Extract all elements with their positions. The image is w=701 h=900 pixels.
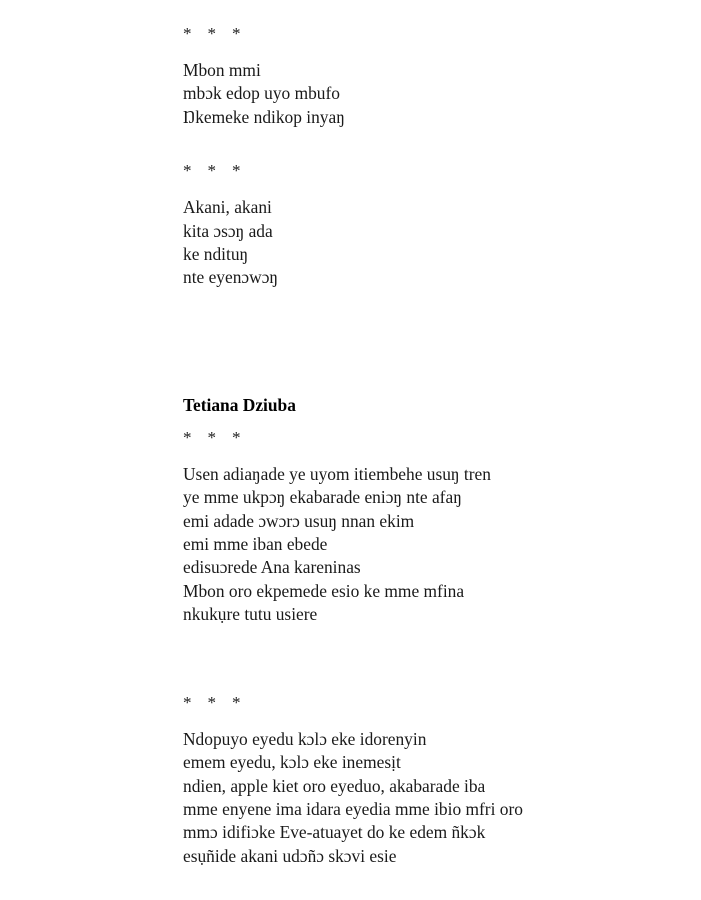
poem-block-3	[183, 426, 661, 627]
poem-line: mme enyene ima idara eyedia mme ibio mfri oro	[183, 798, 523, 819]
poem-block-4	[183, 691, 661, 868]
poem-line: Mbon mmi	[183, 60, 261, 80]
author-name: Tetiana Dziuba	[183, 394, 296, 415]
spacer	[183, 449, 661, 463]
stanza-separator: * * *	[183, 427, 243, 447]
poem-line: nte eyenɔwɔŋ	[183, 267, 279, 288]
poem-line: kita ɔsɔŋ ada	[183, 220, 273, 241]
spacer	[183, 45, 661, 59]
stanza-lines	[183, 463, 661, 627]
stanza-separator: * * *	[183, 692, 243, 712]
stanza-separator: * * *	[183, 24, 243, 43]
poem-line: mmɔ idifiɔke Eve-atuayet do ke edem ñkɔk	[183, 822, 486, 843]
stanza-lines	[183, 728, 661, 868]
poem-line: ndien, apple kiet oro eyeduo, akabarade iba	[183, 775, 486, 796]
poem-line: ye mme ukpɔŋ ekabarade eniɔŋ nte afaŋ	[183, 487, 462, 508]
spacer	[183, 627, 661, 691]
stanza-separator: * * *	[183, 161, 243, 181]
poem-line: Ndopuyo eyedu kɔlɔ eke idorenyin	[183, 728, 427, 749]
spacer	[183, 290, 661, 394]
poem-line: emi mme iban ebede	[183, 534, 328, 555]
poem-block-2	[183, 159, 661, 290]
poem-line: Mbon oro ekpemede esio ke mme mfina	[183, 580, 465, 601]
poem-line: Ŋkemeke ndikop inyaŋ	[183, 106, 345, 127]
poem-line: nkukụre tutu usiere	[183, 604, 318, 625]
poem-line: Akani, akani	[183, 197, 272, 218]
spacer	[183, 182, 661, 196]
stanza-lines	[183, 59, 661, 129]
poem-line: Usen adiaŋade ye uyom itiembehe usuŋ tren	[183, 463, 491, 484]
spacer	[183, 417, 661, 426]
poem-line: ke ndituŋ	[183, 244, 249, 265]
spacer	[183, 129, 661, 159]
stanza-lines	[183, 196, 661, 290]
poem-line: esụñide akani udɔñɔ skɔvi esie	[183, 845, 397, 866]
poem-line: mbɔk edop uyo mbufo	[183, 83, 340, 104]
poem-line: emem eyedu, kɔlɔ eke inemesịt	[183, 752, 401, 773]
poem-line: emi adade ɔwɔrɔ usuŋ nnan ekim	[183, 510, 415, 531]
poem-line: edisuɔrede Ana kareninas	[183, 557, 361, 578]
poem-block-1	[183, 22, 661, 129]
spacer	[183, 714, 661, 728]
